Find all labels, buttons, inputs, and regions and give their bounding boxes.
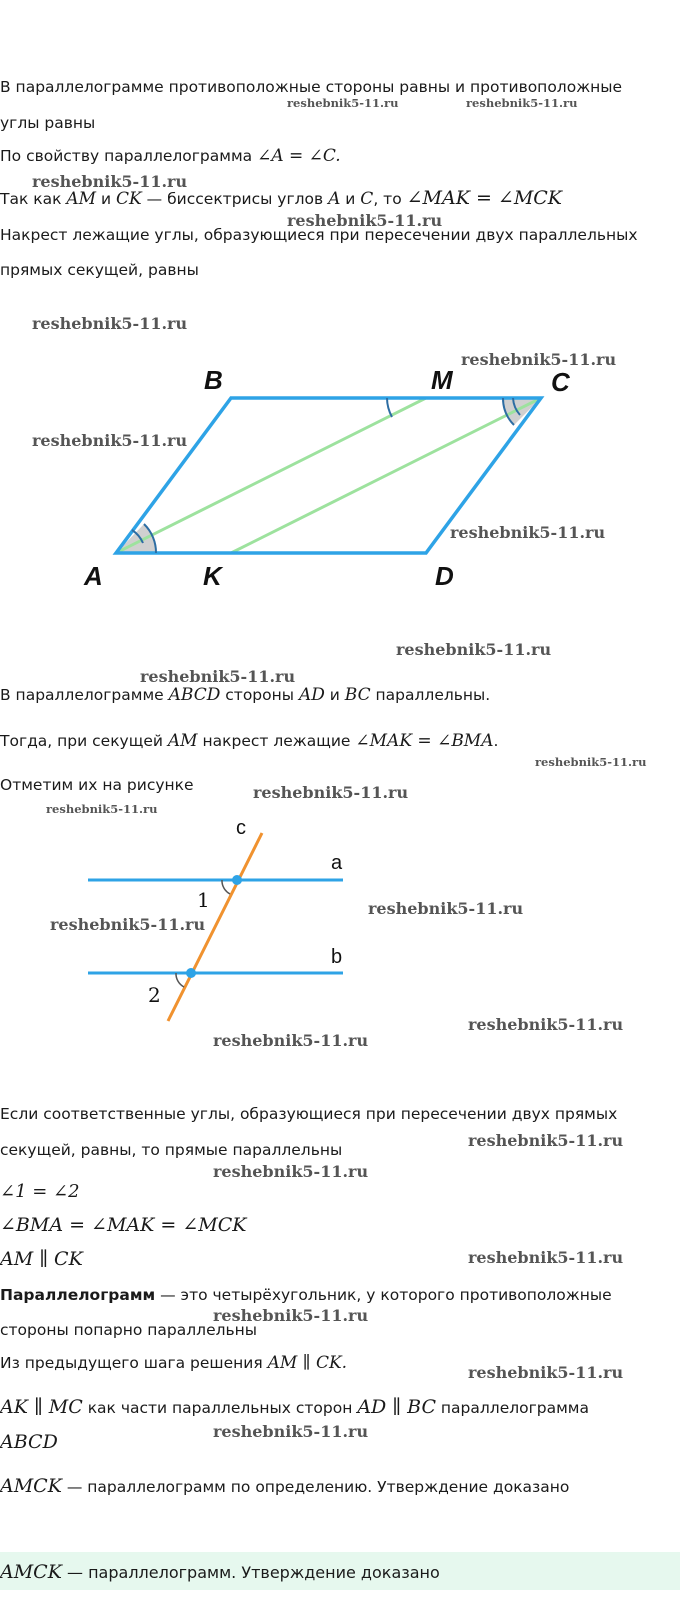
- label-b: B: [204, 365, 223, 395]
- bold-term: Параллелограмм: [0, 1286, 156, 1304]
- text-line: [0, 1476, 569, 1497]
- text-span: накрест лежащие: [197, 732, 356, 750]
- text-span: Из предыдущего шага решения: [0, 1354, 268, 1372]
- label-c: C: [551, 367, 570, 397]
- watermark: reshebnik5-11.ru: [32, 172, 188, 191]
- watermark: reshebnik5-11.ru: [213, 1422, 369, 1441]
- label-a: A: [84, 561, 103, 591]
- text-span: параллелограмма: [435, 1399, 589, 1417]
- watermark: reshebnik5-11.ru: [535, 755, 647, 769]
- text-line: [0, 1397, 589, 1418]
- text-span: В параллелограмме: [0, 686, 169, 704]
- watermark: reshebnik5-11.ru: [287, 96, 399, 110]
- math-line: ∠1 = ∠2: [0, 1181, 80, 1202]
- math-expression: ∠A = ∠C.: [257, 146, 341, 166]
- text-line: прямых секущей, равны: [0, 261, 199, 279]
- math-expression: AD ∥ BC: [357, 1396, 436, 1418]
- angle-label-2: 2: [148, 983, 161, 1007]
- text-span: параллельны.: [370, 686, 491, 704]
- math-expression: AMCK: [0, 1561, 62, 1583]
- watermark: reshebnik5-11.ru: [461, 350, 617, 369]
- text-line: Отметим их на рисунке: [0, 776, 194, 794]
- math-line: AM ∥ CK: [0, 1248, 83, 1270]
- label-c-lower: c: [236, 817, 246, 839]
- text-line: углы равны: [0, 114, 96, 132]
- text-line: [0, 188, 562, 209]
- label-b-lower: b: [331, 946, 343, 968]
- text-span: , то: [373, 190, 407, 208]
- watermark: reshebnik5-11.ru: [466, 96, 578, 110]
- math-expression: AK ∥ MC: [0, 1396, 83, 1418]
- conclusion-text: [0, 1561, 440, 1583]
- conclusion-box: [0, 1552, 680, 1590]
- watermark: reshebnik5-11.ru: [32, 431, 188, 450]
- math-expression: AM ∥ CK.: [267, 1353, 348, 1373]
- math-expression: ABCD: [168, 685, 221, 705]
- text-span: Так как: [0, 190, 67, 208]
- watermark: reshebnik5-11.ru: [396, 640, 552, 659]
- text-span: и: [324, 686, 345, 704]
- text-span: — это четырёхугольник, у которого противоположные: [155, 1286, 612, 1304]
- text-line: [0, 146, 341, 166]
- text-span: — параллелограмм. Утверждение доказано: [61, 1563, 440, 1582]
- text-span: и: [96, 190, 117, 208]
- text-line: [0, 1353, 347, 1373]
- text-line: [0, 731, 498, 751]
- watermark: reshebnik5-11.ru: [213, 1031, 369, 1050]
- text-span: и: [340, 190, 361, 208]
- watermark: reshebnik5-11.ru: [50, 915, 206, 934]
- math-line: ∠BMA = ∠MAK = ∠MCK: [0, 1214, 247, 1236]
- text-line: В параллелограмме противоположные стороны равны и противоположные: [0, 78, 623, 96]
- watermark: reshebnik5-11.ru: [46, 802, 158, 816]
- label-k: K: [203, 561, 222, 591]
- text-line: [0, 685, 490, 705]
- math-expression: AMCK: [0, 1475, 62, 1497]
- text-span: — биссектрисы углов: [141, 190, 329, 208]
- angle-1-arc: [222, 880, 230, 894]
- watermark: reshebnik5-11.ru: [32, 314, 188, 333]
- text-span: Тогда, при секущей: [0, 732, 168, 750]
- label-a-lower: a: [331, 852, 343, 874]
- watermark: reshebnik5-11.ru: [450, 523, 606, 542]
- math-expression: AM: [66, 189, 97, 209]
- watermark: reshebnik5-11.ru: [368, 899, 524, 918]
- watermark: reshebnik5-11.ru: [140, 667, 296, 686]
- label-m: M: [431, 365, 453, 395]
- text-span: как части параллельных сторон: [82, 1399, 358, 1417]
- math-expression: C: [360, 189, 374, 209]
- math-expression: BC: [344, 685, 371, 705]
- math-expression: AM: [167, 731, 198, 751]
- label-d: D: [435, 561, 454, 591]
- text-line: [0, 1285, 612, 1305]
- parallelogram-figure: [0, 350, 680, 610]
- math-expression: ∠MAK = ∠MCK: [406, 187, 563, 209]
- angle-arc-m: [387, 398, 392, 417]
- intersection-point-b: [186, 968, 196, 978]
- math-expression: ∠MAK = ∠BMA: [355, 731, 494, 751]
- text-line: секущей, равны, то прямые параллельны: [0, 1141, 343, 1159]
- text-line: Накрест лежащие углы, образующиеся при пересечении двух параллельных: [0, 226, 638, 244]
- watermark: reshebnik5-11.ru: [213, 1162, 369, 1181]
- watermark: reshebnik5-11.ru: [468, 1248, 624, 1267]
- watermark: reshebnik5-11.ru: [468, 1363, 624, 1382]
- math-expression: A: [328, 189, 341, 209]
- text-line: стороны попарно параллельны: [0, 1321, 258, 1339]
- text-span: стороны: [220, 686, 299, 704]
- angle-2-arc: [176, 973, 184, 987]
- text-span: .: [493, 732, 499, 750]
- text-span: По свойству параллелограмма: [0, 147, 258, 165]
- watermark: reshebnik5-11.ru: [468, 1015, 624, 1034]
- watermark: reshebnik5-11.ru: [287, 211, 443, 230]
- watermark: reshebnik5-11.ru: [468, 1131, 624, 1150]
- text-span: — параллелограмм по определению. Утверждение доказано: [61, 1478, 570, 1496]
- watermark: reshebnik5-11.ru: [253, 783, 409, 802]
- math-expression: CK: [116, 189, 142, 209]
- bisector-am: [116, 398, 426, 553]
- intersection-point-a: [232, 875, 242, 885]
- math-expression: AD: [298, 685, 325, 705]
- watermark: reshebnik5-11.ru: [213, 1306, 369, 1325]
- math-line: ABCD: [0, 1431, 58, 1453]
- text-line: Если соответственные углы, образующиеся при пересечении двух прямых: [0, 1105, 618, 1123]
- angle-label-1: 1: [197, 888, 210, 912]
